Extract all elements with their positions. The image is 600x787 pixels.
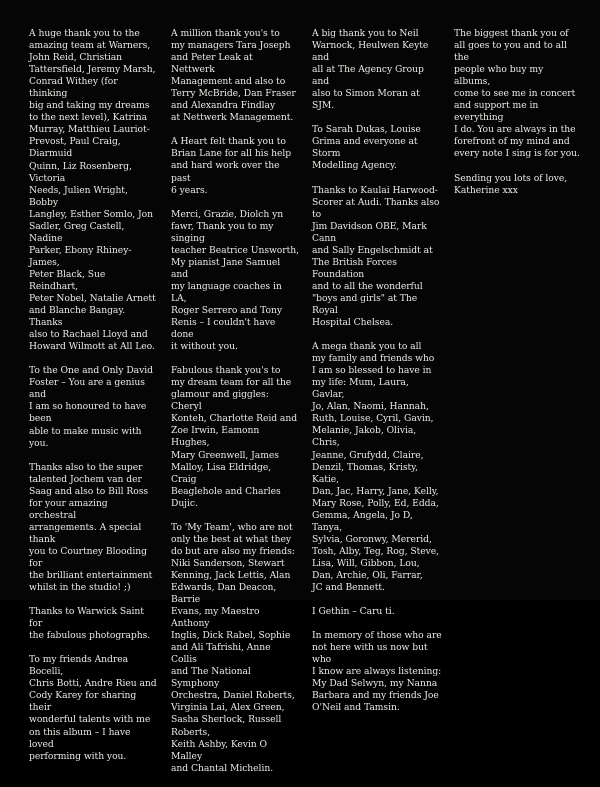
paragraph-gethin: I Gethin – Caru ti. — [312, 606, 395, 618]
column-3 — [312, 28, 442, 726]
paragraph-brian-lane: A Heart felt thank you to Brian Lane for all his help and hard work over the past 6 years. — [171, 136, 292, 196]
column-2 — [171, 28, 299, 787]
paragraph-arrangers: Thanks also to the super talented Jochem van der Saag and also to Bill Ross for your amazing orchestral arrangements. A special thank you to Courtney Blooding for the brilliant entertainment whilst in the studio! ;) — [29, 461, 153, 594]
paragraph-family-friends: A mega thank you to all my family and friends who I am so blessed to have in my life: Mum, Laura, Gavlar, Jo, Alan, Naomi, Hannah, Ruth, Louise, Cyril, Gavin, Melanie, Jakob, Olivia, Chris, Jeanne, Grufydd, Claire, Denzil, Thomas, Kristy, Katie, Dan, Jac, Harry, Jane, Kelly, Mary Rose, Polly, Ed, Edda, Gemma, Angela, Jo D, Tanya, Sylvia, Goronwy, Mererid, Tosh, Alby, Teg, Rog, Steve, Lisa, Will, Gibbon, Lou, Dan, Archie, Oli, Farrar, JC and Bennett. — [312, 341, 439, 594]
paragraph-fans-thanks: The biggest thank you of all goes to you and to all the people who buy my albums, come to see me in concert and support me in everything I do. You are always in the forefront of my mind and every note I sing is for you. — [454, 28, 580, 160]
paragraph-sign-off: Sending you lots of love, Katherine xxx — [454, 172, 568, 196]
paragraph-guest-artists: To my friends Andrea Bocelli, Chris Botti, Andre Rieu and Cody Karey for sharing their wonderful talents with me on this album – I have loved performing with you. — [29, 654, 157, 762]
paragraph-managers: A million thank you's to my managers Tara Joseph and Peter Leak at Nettwerk Management and also to Terry McBride, Dan Fraser and Alexandra Findlay at Nettwerk Management. — [171, 28, 296, 124]
paragraph-audi-forces: Thanks to Kaulai Harwood- Scorer at Audi. Thanks also to Jim Davidson OBE, Mark Cann and Sally Engelschmidt at The British Forces Foundation and to all the wonderful "boys and girls" at The Royal Hospital Chelsea. — [312, 184, 440, 329]
column-1 — [29, 28, 157, 775]
paragraph-my-team: To 'My Team', who are not only the best at what they do but are also my friends: Niki Sanderson, Stewart Kenning, Jack Lettis, Alan Edwards, Dan Deacon, Barrie Evans, my Maestro Anthony Inglis, Dick Rabel, Sophie and Ali Tafrishi, Anne Collis and The National Symphony Orchestra, Daniel Roberts, Virginia Lai, Alex Green, Sasha Sherlock, Russell Roberts, Keith Ashby, Kevin O Malley and Chantal Michelin. — [171, 521, 295, 774]
paragraph-in-memory: In memory of those who are not here with us now but who I know are always listening: My Dad Selwyn, my Nanna Barbara and my friends Joe O'Neil and Tamsin. — [312, 630, 442, 714]
paragraph-warners-thanks: A huge thank you to the amazing team at Warners, John Reid, Christian Tattersfield, Jeremy Marsh, Conrad Withey (for thinking big and taking my dreams to the next level), Katrina Murray, Matthieu Lauriot- Prevost, Paul Craig, Diarmuid Quinn, Liz Rosenberg, Victoria Needs, Julien Wright, Bobby Langley, Esther Somlo, Jon Sadler, Greg Castell, Nadine Parker, Ebony Rhiney-James, Peter Black, Sue Reindhart, Peter Nobel, Natalie Arnett and Blanche Bangay. Thanks also to Rachael Lloyd and Howard Wilmott at All Leo. — [29, 28, 156, 353]
paragraph-storm-modelling: To Sarah Dukas, Louise Grima and everyone at Storm Modelling Agency. — [312, 124, 421, 172]
paragraph-agency: A big thank you to Neil Warnock, Heulwen Keyte and all at The Agency Group and also to Simon Moran at SJM. — [312, 28, 429, 112]
column-4 — [454, 28, 582, 209]
paragraph-david-foster: To the One and Only David Foster – You are a genius and I am so honoured to have been able to make music with you. — [29, 365, 153, 449]
paragraph-teachers: Merci, Grazie, Diolch yn fawr, Thank you to my singing teacher Beatrice Unsworth, My pianist Jane Samuel and my language coaches in LA, Roger Serrero and Tony Renis – I couldn't have done it without you. — [171, 208, 300, 353]
paragraph-photographs: Thanks to Warwick Saint for the fabulous photographs. — [29, 606, 151, 642]
paragraph-dream-team: Fabulous thank you's to my dream team for all the glamour and giggles: Cheryl Konteh, Charlotte Reid and Zoe Irwin, Eamonn Hughes, Mary Greenwell, James Malloy, Lisa Eldridge, Craig Beaglehole and Charles Dujic. — [171, 365, 298, 509]
